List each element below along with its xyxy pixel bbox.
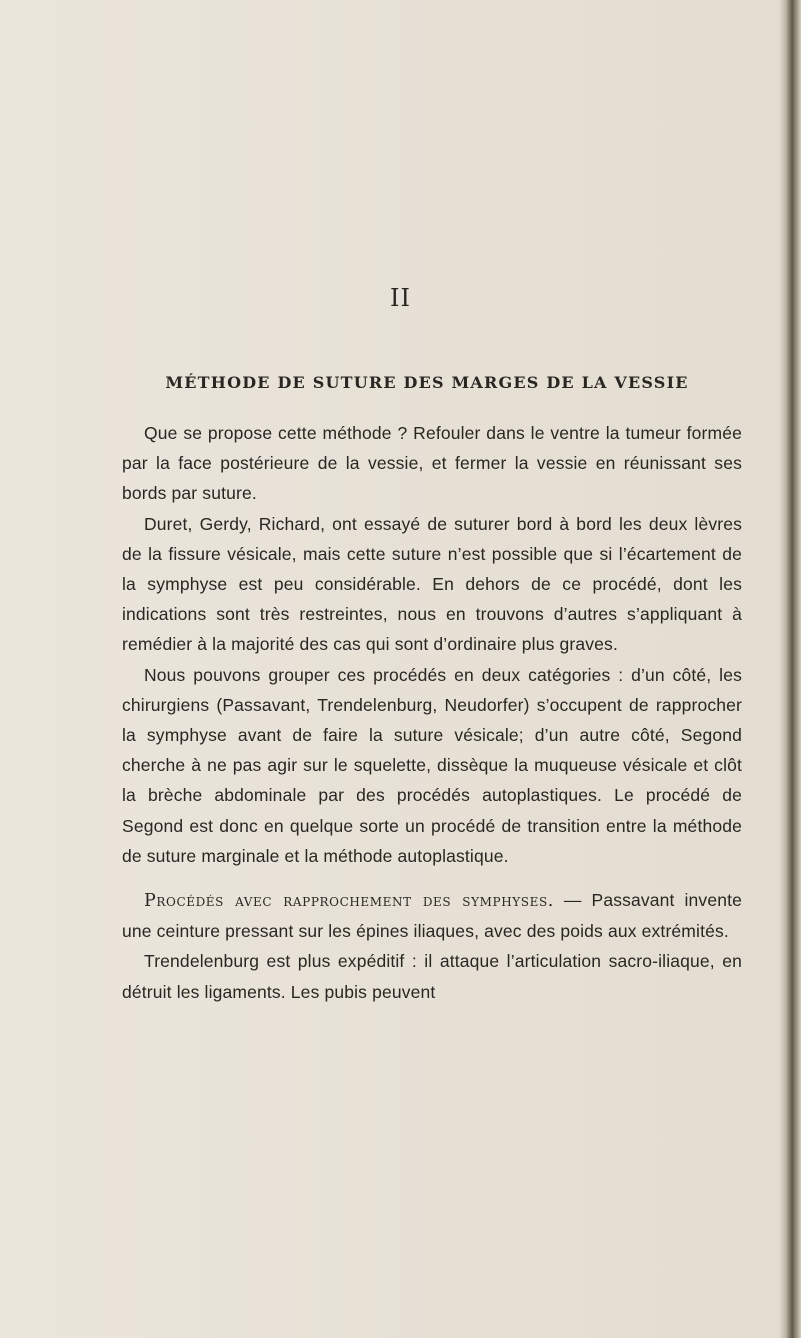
paragraph-1: Que se propose cette méthode ? Refouler dans le ventre la tumeur formée par la face postérieure de la vessie, et fermer la vessie en réunissant ses bords par suture. xyxy=(122,423,742,504)
subsection-separator: — xyxy=(553,890,592,911)
paragraph-3: Nous pouvons grouper ces procédés en deux catégories : d’un côté, les chirurgiens (Passavant, Trendelenburg, Neudorfer) s’occupent de rapprocher la symphyse avant de faire la suture vésicale; d’un autre côté, Segond cherche à ne pas agir sur le squelette, dissèque la muqueuse vésicale et clôt la brèche abdominale par des procédés autoplastiques. Le procédé de Segond est donc en quelque sorte un procédé de transition entre la méthode de suture marginale et la méthode autoplastique. xyxy=(122,664,742,866)
subsection-paragraph xyxy=(122,885,742,946)
body-text xyxy=(122,418,742,1007)
chapter-number: II xyxy=(390,284,411,312)
section-title: MÉTHODE DE SUTURE DES MARGES DE LA VESSIE xyxy=(165,373,689,392)
subsection-heading: Procédés avec rapprochement des symphyses. xyxy=(144,891,554,912)
subsection-text: Passavant invente une ceinture pressant sur les épines iliaques, avec des poids aux extrémités. xyxy=(122,890,742,942)
paragraph-2: Duret, Gerdy, Richard, ont essayé de suturer bord à bord les deux lèvres de la fissure vésicale, mais cette suture n’est possible que si l’écartement de la symphyse est peu considérable. En dehors de ce procédé, dont les indications sont très restreintes, nous en trouvons d’autres s’appliquant à remédier à la majorité des cas qui sont d’ordinaire plus graves. xyxy=(122,513,742,655)
page-edge-shadow xyxy=(779,0,801,1338)
paragraph-last: Trendelenburg est plus expéditif : il attaque l’articulation sacro-iliaque, en détruit les ligaments. Les pubis peuvent xyxy=(122,951,742,1002)
